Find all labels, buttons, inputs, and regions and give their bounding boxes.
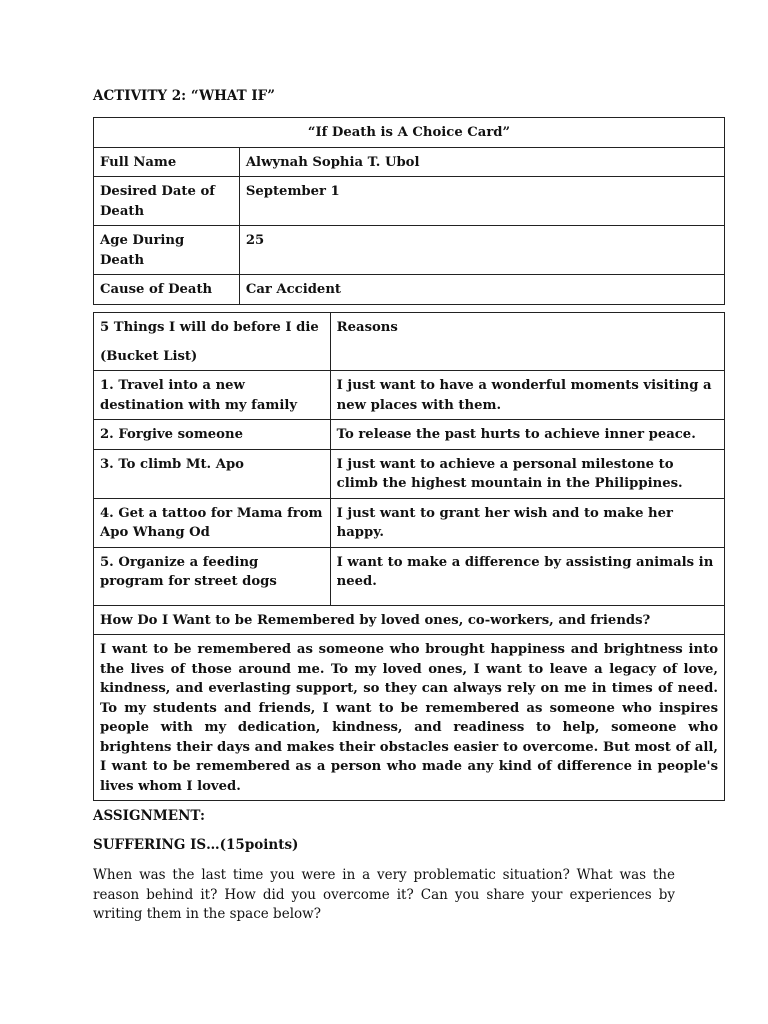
bucket-item-2: 2. Forgive someone [94, 420, 331, 450]
assignment-title: SUFFERING IS…(15points) [93, 837, 299, 853]
remember-answer: I want to be remembered as someone who brought happiness and brightness into the lives of those around me. To my loved ones, I want to leave a legacy of love, kindness, and everlasting support, so they can always rely on me in times of need. To my students and friends, I want to be remembered as someone who inspires people with my dedication, kindness, and readiness to help, someone who brightens their days and makes their obstacles easier to overcome. But most of all, I want to be remembered as a person who made any kind of difference in people's lives whom I loved. [94, 635, 725, 801]
bucket-list-table [93, 312, 725, 801]
bucket-item-4: 4. Get a tattoo for Mama from Apo Whang Od [94, 498, 331, 547]
bucket-item-5: 5. Organize a feeding program for street dogs [94, 547, 331, 605]
remember-question: How Do I Want to be Remembered by loved ones, co-workers, and friends? [94, 605, 725, 635]
choice-card-title: “If Death is A Choice Card” [94, 118, 725, 148]
full-name-value: Alwynah Sophia T. Ubol [239, 147, 724, 177]
assignment-label: ASSIGNMENT: [93, 808, 205, 824]
cause-label: Cause of Death [94, 275, 240, 305]
bucket-header-line2: (Bucket List) [100, 348, 198, 364]
bucket-reason-1: I just want to have a wonderful moments visiting a new places with them. [330, 371, 724, 420]
bucket-header-reasons: Reasons [330, 313, 724, 371]
bucket-reason-5: I want to make a difference by assisting animals in need. [330, 547, 724, 605]
bucket-item-1: 1. Travel into a new destination with my family [94, 371, 331, 420]
choice-card-table [93, 117, 725, 305]
assignment-prompt: When was the last time you were in a very problematic situation? What was the reason behind it? How did you overcome it? Can you share your experiences by writing them in the space below? [93, 867, 675, 922]
desired-date-value: September 1 [239, 177, 724, 226]
bucket-reason-3: I just want to achieve a personal milestone to climb the highest mountain in the Philippines. [330, 449, 724, 498]
desired-date-label: Desired Date of Death [94, 177, 240, 226]
age-label: Age During Death [94, 226, 240, 275]
bucket-reason-4: I just want to grant her wish and to make her happy. [330, 498, 724, 547]
full-name-label: Full Name [94, 147, 240, 177]
bucket-item-3: 3. To climb Mt. Apo [94, 449, 331, 498]
activity-title: ACTIVITY 2: “WHAT IF” [93, 88, 276, 104]
age-value: 25 [239, 226, 724, 275]
bucket-reason-2: To release the past hurts to achieve inner peace. [330, 420, 724, 450]
bucket-header-line1: 5 Things I will do before I die [100, 320, 319, 335]
bucket-header-things [94, 313, 331, 371]
cause-value: Car Accident [239, 275, 724, 305]
